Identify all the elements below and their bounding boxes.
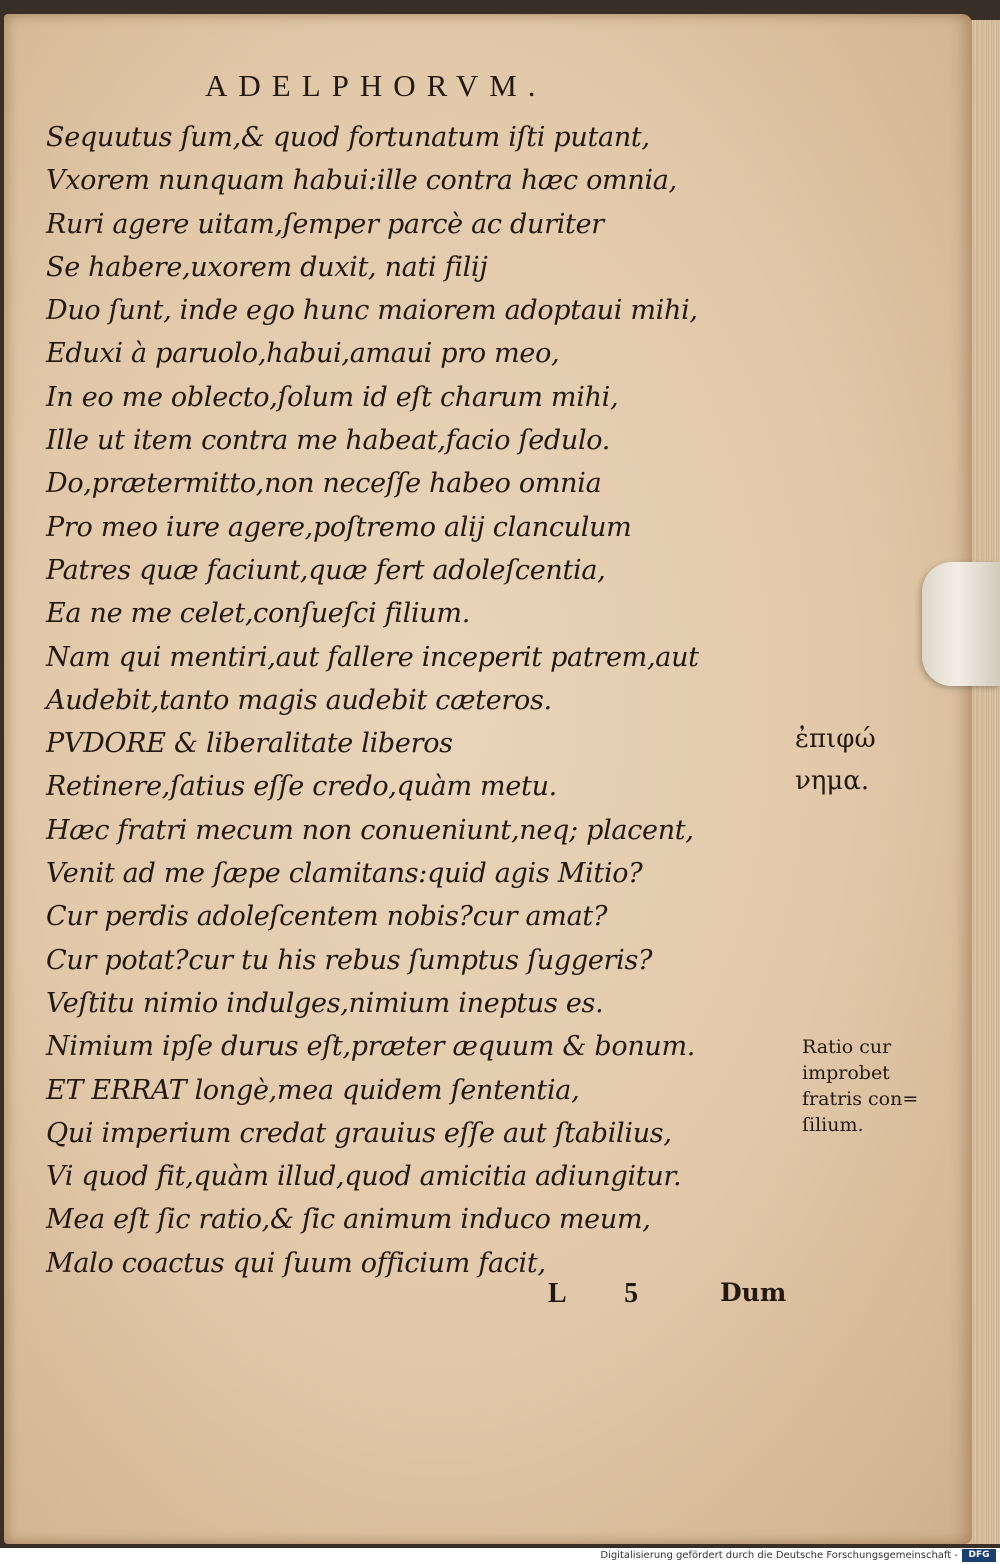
verse-line: PVDORE & liberalitate liberos: [46, 728, 453, 760]
verse-line: Retinere,ſatius eſſe credo,quàm metu.: [46, 771, 557, 803]
verse-line: Nimium ipſe durus eſt,præter æquum & bonum.: [46, 1031, 696, 1063]
verse-line: Mea eſt ſic ratio,& ſic animum induco meum,: [46, 1204, 651, 1236]
verse-line: Ruri agere uitam,ſemper parcè ac duriter: [46, 208, 604, 240]
verse-line: ET ERRAT longè,mea quidem ſententia,: [46, 1074, 580, 1106]
verse-line: Vi quod fit,quàm illud,quod amicitia adiungitur.: [46, 1161, 682, 1193]
margin-note-line: νημα.: [795, 766, 870, 796]
dfg-logo: DFG: [962, 1549, 996, 1562]
verse-line: Eduxi à paruolo,habui,amaui pro meo,: [46, 338, 560, 370]
verse-line: Do,prætermitto,non neceſſe habeo omnia: [46, 468, 602, 500]
margin-note-line: ſilium.: [802, 1114, 864, 1136]
verse-line: Ea ne me celet,conſueſci filium.: [46, 598, 470, 630]
verse-line: Patres quæ faciunt,quæ fert adoleſcentia,: [46, 554, 606, 586]
verse-line: Venit ad me ſæpe clamitans:quid agis Mitio?: [46, 858, 643, 890]
verse-line: Duo ſunt, inde ego hunc maiorem adoptaui mihi,: [46, 295, 698, 327]
verse-line: Veſtitu nimio indulges,nimium ineptus es.: [46, 987, 604, 1019]
verse-line: Cur perdis adoleſcentem nobis?cur amat?: [46, 901, 608, 933]
verse-line: Pro meo iure agere,poſtremo alij clanculum: [46, 511, 632, 543]
verse-line: Se habere,uxorem duxit, nati filij: [46, 251, 488, 283]
verse-line: Qui imperium credat grauius eſſe aut ſtabilius,: [46, 1117, 672, 1149]
margin-note-line: improbet: [802, 1062, 890, 1084]
verse-line: Audebit,tanto magis audebit cæteros.: [46, 684, 552, 716]
verse-text: [46, 116, 766, 1285]
verse-line: Ille ut item contra me habeat,facio ſedulo.: [46, 425, 611, 457]
verse-line: Nam qui mentiri,aut fallere inceperit patrem,aut: [46, 641, 699, 673]
verse-line: Cur potat?cur tu his rebus ſumptus ſuggeris?: [46, 944, 653, 976]
verse-line: In eo me oblecto,ſolum id eſt charum mihi,: [46, 381, 619, 413]
verse-line: Malo coactus qui ſuum officium facit,: [46, 1247, 546, 1279]
margin-note-greek: [795, 718, 915, 802]
verse-line: Sequutus ſum,& quod fortunatum iſti putant,: [46, 122, 650, 153]
catchword: Dum: [720, 1278, 787, 1307]
signature-mark: L 5: [548, 1278, 665, 1309]
margin-note-latin: [802, 1034, 932, 1138]
running-head: ADELPHORVM.: [205, 68, 547, 103]
footer-credit: Digitalisierung gefördert durch die Deutsche Forschungsgemeinschaft -: [600, 1550, 958, 1561]
verse-line: Hæc fratri mecum non conueniunt,neq; placent,: [46, 814, 694, 846]
margin-note-line: ἐπιφώ: [795, 724, 876, 754]
margin-note-line: Ratio cur: [802, 1036, 892, 1058]
margin-note-line: fratris con=: [802, 1088, 919, 1110]
bookmark-tab: [922, 562, 1000, 686]
verse-line: Vxorem nunquam habui:ille contra hæc omnia,: [46, 165, 677, 197]
